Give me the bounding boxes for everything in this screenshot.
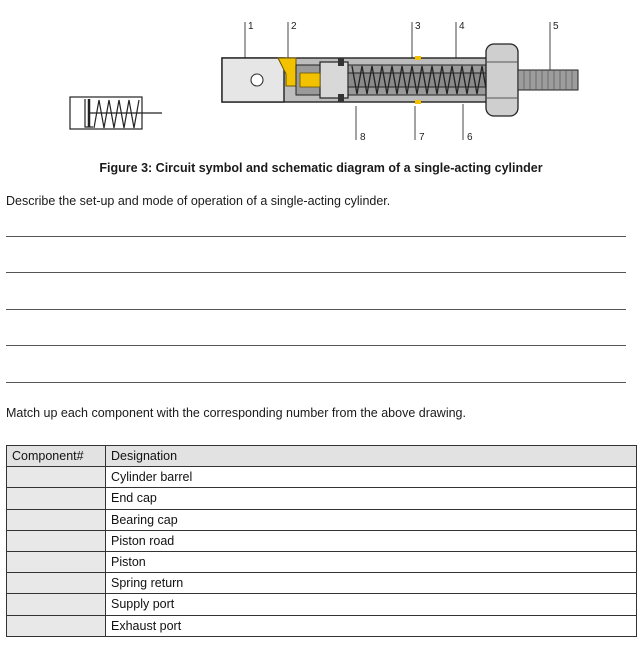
table-row	[7, 509, 637, 530]
table-row	[7, 467, 637, 488]
component-number-cell[interactable]	[7, 594, 106, 615]
callout-number: 7	[419, 132, 425, 143]
designation-cell: Cylinder barrel	[106, 467, 637, 488]
designation-cell: Exhaust port	[106, 615, 637, 636]
component-number-cell[interactable]	[7, 467, 106, 488]
designation-cell: Supply port	[106, 594, 637, 615]
table-row	[7, 530, 637, 551]
callout-number: 1	[248, 21, 254, 32]
callout-number: 8	[360, 132, 366, 143]
designation-cell: End cap	[106, 488, 637, 509]
table-row	[7, 573, 637, 594]
table-row	[7, 551, 637, 572]
component-number-cell[interactable]	[7, 488, 106, 509]
component-number-cell[interactable]	[7, 615, 106, 636]
cylinder-figure	[0, 0, 642, 160]
answer-line[interactable]	[6, 382, 626, 383]
question-text: Describe the set-up and mode of operation of a single-acting cylinder.	[6, 194, 391, 208]
component-number-cell[interactable]	[7, 551, 106, 572]
table-header-row	[7, 446, 637, 467]
column-header-component: Component#	[7, 446, 106, 467]
designation-cell: Spring return	[106, 573, 637, 594]
designation-cell: Piston road	[106, 530, 637, 551]
component-number-cell[interactable]	[7, 530, 106, 551]
component-number-cell[interactable]	[7, 573, 106, 594]
component-number-cell[interactable]	[7, 509, 106, 530]
match-instruction: Match up each component with the corresponding number from the above drawing.	[6, 406, 466, 420]
circuit-symbol	[70, 97, 162, 129]
cylinder-schematic	[222, 44, 578, 116]
column-header-designation: Designation	[106, 446, 637, 467]
callout-number: 5	[553, 21, 559, 32]
callout-number: 4	[459, 21, 465, 32]
component-table	[6, 445, 637, 637]
designation-cell: Piston	[106, 551, 637, 572]
answer-line[interactable]	[6, 236, 626, 237]
callout-number: 6	[467, 132, 473, 143]
answer-line[interactable]	[6, 345, 626, 346]
callout-number: 3	[415, 21, 421, 32]
answer-line[interactable]	[6, 272, 626, 273]
table-row	[7, 488, 637, 509]
table-row	[7, 615, 637, 636]
callout-number: 2	[291, 21, 297, 32]
figure-caption: Figure 3: Circuit symbol and schematic diagram of a single-acting cylinder	[99, 161, 543, 175]
answer-line[interactable]	[6, 309, 626, 310]
table-row	[7, 594, 637, 615]
designation-cell: Bearing cap	[106, 509, 637, 530]
